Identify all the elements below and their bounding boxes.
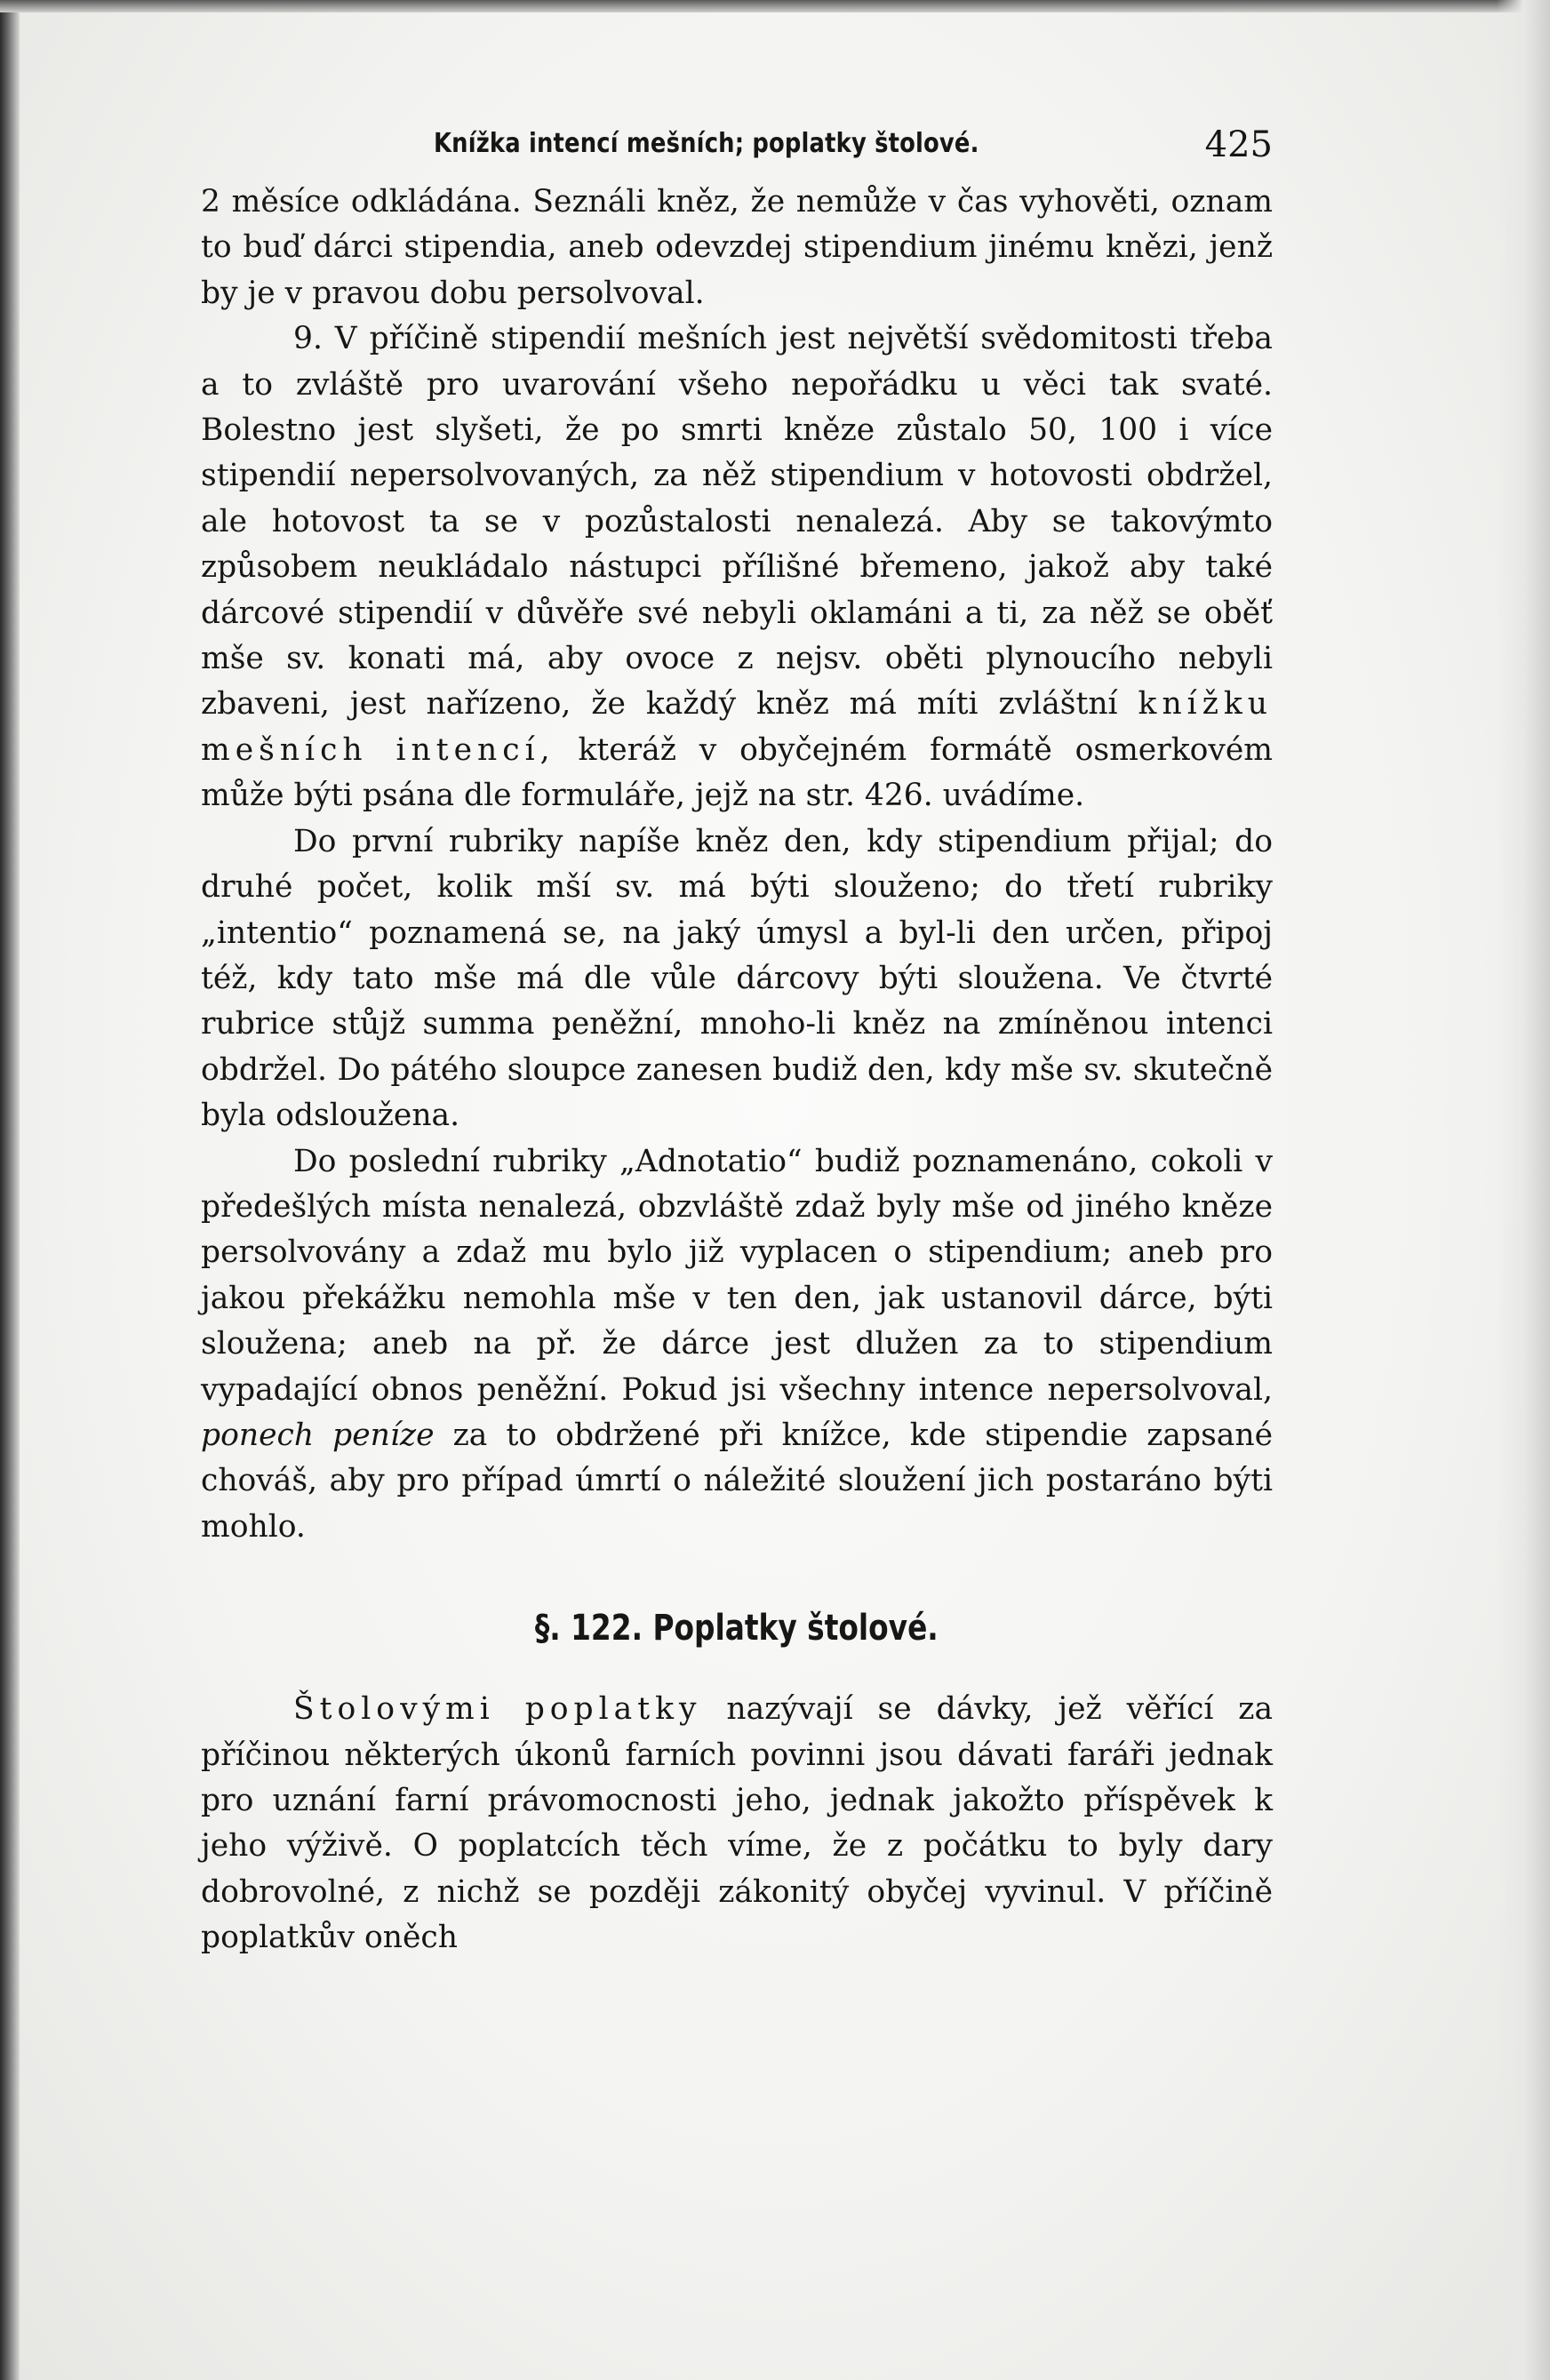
paragraph-4-text-after: za to obdržené při knížce, kde stipendie zapsané chováš, aby pro případ úmrtí o náležité sloužení jich postaráno býti mohlo. — [201, 1417, 1273, 1545]
book-page — [201, 124, 1273, 1961]
section-heading — [201, 1605, 1273, 1651]
page-top-shadow — [0, 0, 1550, 12]
paragraph-1 — [201, 180, 1273, 316]
section-paragraph-spaced-term: Štolovými poplatky — [293, 1691, 702, 1728]
paragraph-2-text-after: kteráž v obyčejném formátě osmerkovém může býti psána dle formuláře, jejž na str. 426. uvádíme. — [201, 731, 1273, 814]
paragraph-2 — [201, 316, 1273, 819]
paragraph-3-text: Do první rubriky napíše kněz den, kdy stipendium přijal; do druhé počet, kolik mší sv. má býti slouženo; do třetí rubriky „intentio“ poznamená se, na jaký úmysl a byl-li den určen, připoj též, kdy tato mše má dle vůle dárcovy býti sloužena. Ve čtvrté rubrice stůjž summa peněžní, mnoho-li kněz na zmíněnou intenci obdržel. Do pátého sloupce zanesen budiž den, kdy mše sv. skutečně byla odsloužena. — [201, 823, 1273, 1134]
paragraph-2-spaced-term: knížku mešních intencí, — [201, 686, 1274, 768]
paragraph-1-text: 2 měsíce odkládána. Seználi kněz, že nemůže v čas vyhověti, oznam to buď dárci stipendia, aneb odevzdej stipendium jinému knězi, jenž by je v pravou dobu persolvoval. — [201, 184, 1273, 311]
section-paragraph — [201, 1687, 1273, 1961]
page-body — [201, 180, 1273, 1961]
paragraph-4-text: Do poslední rubriky „Adnotatio“ budiž poznamenáno, cokoli v předešlých místa nenalezá, obzvláště zdaž byly mše od jiného kněze persolvovány a zdaž mu bylo již vyplacen o stipendium; aneb pro jakou překážku nemohla mše v ten den, jak ustanovil dárce, býti sloužena; aneb na př. že dárce jest dlužen za to stipendium vypadající obnos peněžní. Pokud jsi všechny intence nepersolvoval, — [201, 1143, 1273, 1408]
running-header — [201, 124, 1273, 174]
paragraph-2-text: 9. V příčině stipendií mešních jest největší svědomitosti třeba a to zvláště pro uvarování všeho nepořádku u věci tak svaté. Bolestno jest slyšeti, že po smrti kněze zůstalo 50, 100 i více stipendií nepersolvovaných, za něž stipendium v hotovosti obdržel, ale hotovost ta se v pozůstalosti nenalezá. Aby se takovýmto způsobem neukládalo nástupci přílišné břemeno, jakož aby také dárcové stipendií v důvěře své nebyli oklamáni a ti, za něž se oběť mše sv. konati má, aby ovoce z nejsv. oběti plynoucího nebyli zbaveni, jest nařízeno, že každý kněz má míti zvláštní — [201, 321, 1273, 723]
paragraph-4-italic: ponech peníze — [201, 1417, 435, 1453]
page-number: 425 — [1204, 124, 1273, 165]
section-heading-text: §. 122. Poplatky štolové. — [535, 1608, 939, 1649]
page-right-shadow — [1497, 0, 1550, 2380]
paragraph-3 — [201, 819, 1273, 1139]
section-paragraph-text: nazývají se dávky, jež věřící za příčinou některých úkonů farních povinni jsou dávati faráři jednak pro uznání farní právomocnosti jeho, jednak jakožto příspěvek k jeho výživě. O poplatcích těch víme, že z počátku to byly dary dobrovolné, z nichž se později zákonitý obyčej vyvinul. V příčině poplatkův oněch — [201, 1691, 1274, 1956]
running-title: Knížka intencí mešních; poplatky štolové. — [434, 128, 979, 159]
page-binding-shadow — [0, 0, 20, 2380]
paragraph-4 — [201, 1139, 1273, 1551]
